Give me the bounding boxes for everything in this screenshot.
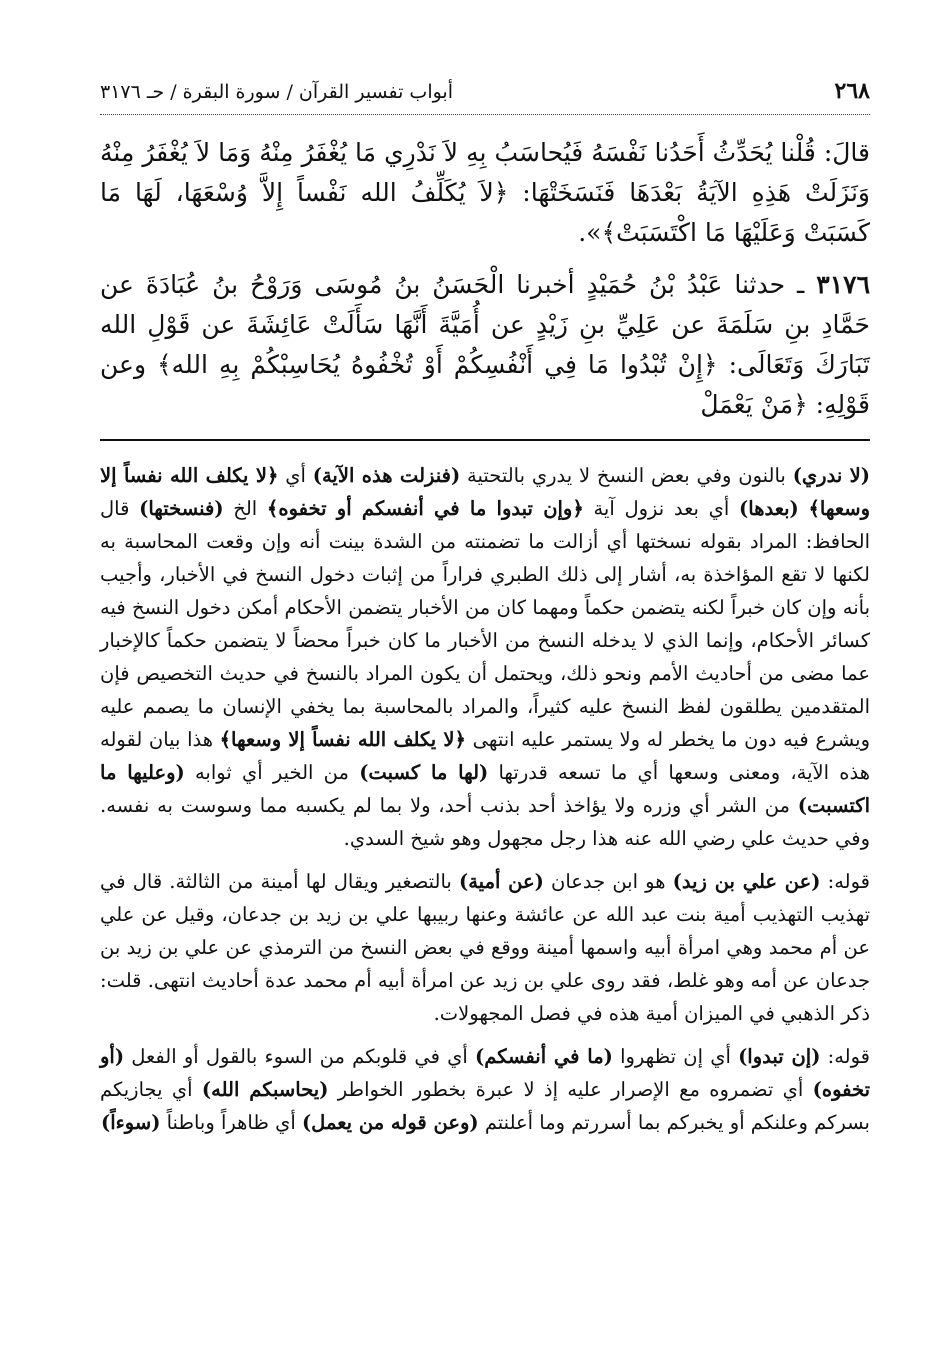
- commentary-text: من الشر أي وزره ولا يؤاخذ أحد بذنب أحد، ولا بما لم يكسبه مما وسوست به نفسه. وفي حديث علي رضي الله عنه هذا رجل مجهول وهو شيخ السدي.: [100, 794, 870, 850]
- commentary-paragraph: [100, 865, 870, 1030]
- commentary-text: قال الحافظ: المراد بقوله نسختها أي أزالت ما تضمنته من الشدة بينت أنه وإن وقعت المحاسبة به لكنها لا تقع المؤاخذة به، أشار إلى ذلك الطبري فراراً من إثبات دخول النسخ في الأخبار، وأجيب بأنه وإن كان خبراً لكنه يتضمن حكماً ومهما كان من الأخبار يتضمن الأحكام أمكن دخول النسخ فيه كسائر الأحكام، وإنما الذي لا يدخله النسخ من الأخبار ما كان خبراً محضاً لا يتضمن حكماً كالإخبار عما مضى من أحاديث الأمم ونحو ذلك، ويحتمل أن يكون المراد بالنسخ في حديث التخصيص فإن المتقدمين يطلقون لفظ النسخ عليه كثيراً، والمراد بالمحاسبة بما يخفي الإنسان ما يصمم عليه ويشرع فيه دون ما يخطر له ولا يستمر عليه انتهى: [100, 497, 871, 751]
- commentary-term: ﴿وإن تبدوا ما في أنفسكم أو تخفوه﴾: [266, 497, 584, 520]
- commentary-text: قوله:: [820, 870, 870, 893]
- hadith-number: ٣١٧٦: [816, 270, 870, 299]
- commentary-term: (إن تبدوا): [738, 1045, 821, 1068]
- commentary-term: (عن علي بن زيد): [672, 870, 821, 893]
- page-number: ٢٦٨: [834, 78, 870, 104]
- commentary-text: بالنون وفي بعض النسخ لا يدري بالتحتية: [460, 464, 793, 487]
- hadith-body: ـ حدثنا عَبْدُ بْنُ حُمَيْدٍ أخبرنا الْحَسَنُ بنُ مُوسَى وَرَوْحُ بنُ عُبَادَةَ عن حَمَّادِ بنِ سَلَمَةَ عن عَلِيِّ بنِ زَيْدٍ عن أُمَيَّةَ أَنَّهَا سَأَلَتْ عَائِشَةَ عن قَوْلِ الله تَبَارَكَ وَتَعَالَى: ﴿إِنْ تُبْدُوا مَا فِي أَنْفُسِكُمْ أَوْ تُخْفُوهُ يُحَاسِبْكُمْ بِهِ الله﴾ وعن قَوْلِهِ: ﴿مَنْ يَعْمَلْ: [100, 270, 870, 419]
- running-title: أبواب تفسير القرآن / سورة البقرة / حـ ٣١٧٦: [100, 81, 453, 103]
- commentary-text: أي ظاهراً وباطناً: [160, 1111, 302, 1134]
- book-page: [100, 78, 870, 1318]
- commentary-text: قوله:: [820, 1045, 870, 1068]
- commentary-paragraph: [100, 459, 870, 855]
- commentary-term: (لها ما كسبت): [359, 761, 489, 784]
- commentary-term: (سوءاً): [100, 1111, 161, 1134]
- commentary-text: هذا بيان لقوله هذه الآية، ومعنى وسعها أي ما تسعه قدرتها: [100, 728, 871, 784]
- commentary: [100, 459, 870, 1139]
- commentary-term: (وعن قوله من يعمل): [301, 1111, 479, 1134]
- commentary-term: (فنسختها): [139, 497, 224, 520]
- footnote-divider: [100, 439, 870, 441]
- commentary-term: (بعدها): [739, 497, 799, 520]
- commentary-paragraph: [100, 1040, 870, 1139]
- commentary-term: (لا ندري): [792, 464, 871, 487]
- hadith-text: [100, 133, 870, 425]
- hadith-paragraph: قالَ: قُلْنا يُحَدِّثُ أَحَدُنا نَفْسَهُ فَيُحاسَبُ بِهِ لاَ نَدْرِي مَا يُغْفَرُ مِنْهُ وَمَا لاَ يُغْفَرُ مِنْهُ وَنَزَلَتْ هَذِهِ الآيَةُ بَعْدَهَا فَنَسَخَتْهَا: ﴿لاَ يُكَلِّفُ الله نَفْساً إِلاَّ وُسْعَهَا، لَهَا مَا كَسَبَتْ وَعَلَيْهَا مَا اكْتَسَبَتْ﴾».: [100, 138, 870, 247]
- commentary-text: أي بعد نزول آية: [583, 497, 740, 520]
- commentary-term: ﴿لا يكلف الله نفساً إلا وسعها﴾: [219, 728, 466, 751]
- commentary-text: أي تضمروه مع الإصرار عليه إذ لا عبرة بخطور الخواطر: [328, 1078, 813, 1101]
- commentary-term: ﴿لا يكلف الله نفساً إلا وسعها﴾: [100, 464, 870, 520]
- commentary-text: الخ: [223, 497, 267, 520]
- commentary-term: (عن أمية): [459, 870, 544, 893]
- commentary-text: بالتصغير ويقال لها أمينة من الثالثة. قال في تهذيب التهذيب أمية بنت عبد الله عن عائشة وعنها ربيبها علي بن زيد بن جدعان، وقيل عن علي عن أم محمد وهي امرأة أبيه واسمها أمينة ووقع في بعض النسخ من الترمذي عن علي بن زيد بن جدعان عن أمه وهو غلط، فقد روى علي بن زيد عن امرأة أبيه أم محمد عدة أحاديث انتهى. قلت: ذكر الذهبي في الميزان أمية هذه في فصل المجهولات.: [100, 870, 870, 1025]
- commentary-term: (ما في أنفسكم): [475, 1045, 613, 1068]
- commentary-text: من الخير أي ثوابه: [184, 761, 360, 784]
- hadith-paragraph: [100, 265, 870, 425]
- commentary-text: أي في قلوبكم من السوء بالقول أو الفعل: [124, 1045, 476, 1068]
- commentary-term: (أو تخفوه): [100, 1045, 871, 1101]
- commentary-text: هو ابن جدعان: [543, 870, 673, 893]
- commentary-text: أي: [278, 464, 313, 487]
- commentary-term: (وعليها ما اكتسبت): [100, 761, 870, 817]
- commentary-term: (يحاسبكم الله): [201, 1078, 329, 1101]
- commentary-text: أي إن تظهروا: [612, 1045, 739, 1068]
- page-header: [100, 78, 870, 115]
- commentary-term: (فنزلت هذه الآية): [312, 464, 461, 487]
- commentary-text: أي يجازيكم بسركم وعلنكم أو يخبركم بما أسررتم وما أعلنتم: [100, 1078, 870, 1134]
